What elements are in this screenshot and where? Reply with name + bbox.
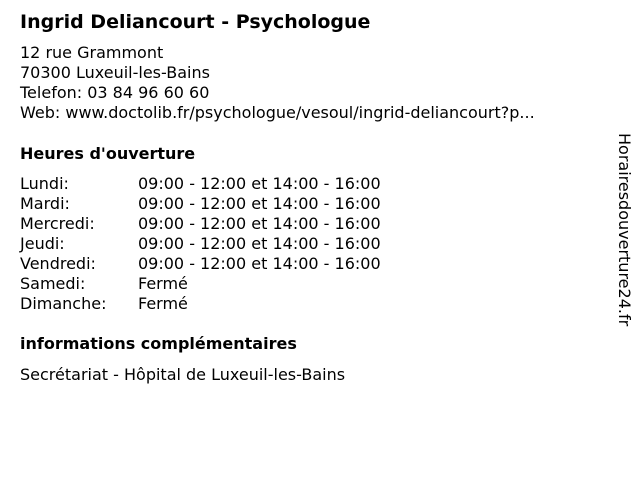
hours-row-mardi <box>20 194 381 214</box>
site-watermark: Horairesdouverture24.fr <box>615 133 634 327</box>
hours-day: Samedi: <box>20 274 86 293</box>
page-title: Ingrid Deliancourt - Psychologue <box>20 11 371 33</box>
hours-row-mercredi <box>20 214 381 234</box>
hours-day: Dimanche: <box>20 294 107 313</box>
hours-row-dimanche <box>20 294 381 314</box>
hours-day: Mardi: <box>20 194 70 213</box>
hours-row-vendredi <box>20 254 381 274</box>
website-link[interactable]: Web: www.doctolib.fr/psychologue/vesoul/ingrid-deliancourt?p... <box>20 103 535 122</box>
hours-row-samedi <box>20 274 381 294</box>
hours-row-jeudi <box>20 234 381 254</box>
hours-row-lundi <box>20 174 381 194</box>
opening-hours-table <box>20 174 381 314</box>
hours-time: 09:00 - 12:00 et 14:00 - 16:00 <box>138 254 381 273</box>
hours-day: Lundi: <box>20 174 69 193</box>
address-street: 12 rue Grammont <box>20 43 164 62</box>
address-block <box>20 43 535 123</box>
hours-heading: Heures d'ouverture <box>20 144 196 163</box>
phone-number: Telefon: 03 84 96 60 60 <box>20 83 210 102</box>
address-city: 70300 Luxeuil-les-Bains <box>20 63 210 82</box>
hours-time: 09:00 - 12:00 et 14:00 - 16:00 <box>138 234 381 253</box>
hours-time: 09:00 - 12:00 et 14:00 - 16:00 <box>138 214 381 233</box>
info-text: Secrétariat - Hôpital de Luxeuil-les-Bains <box>20 365 346 384</box>
hours-time: 09:00 - 12:00 et 14:00 - 16:00 <box>138 174 381 193</box>
hours-day: Jeudi: <box>20 234 65 253</box>
hours-time: Fermé <box>138 294 188 313</box>
hours-day: Vendredi: <box>20 254 96 273</box>
hours-time: 09:00 - 12:00 et 14:00 - 16:00 <box>138 194 381 213</box>
hours-time: Fermé <box>138 274 188 293</box>
hours-day: Mercredi: <box>20 214 95 233</box>
info-heading: informations complémentaires <box>20 334 297 353</box>
